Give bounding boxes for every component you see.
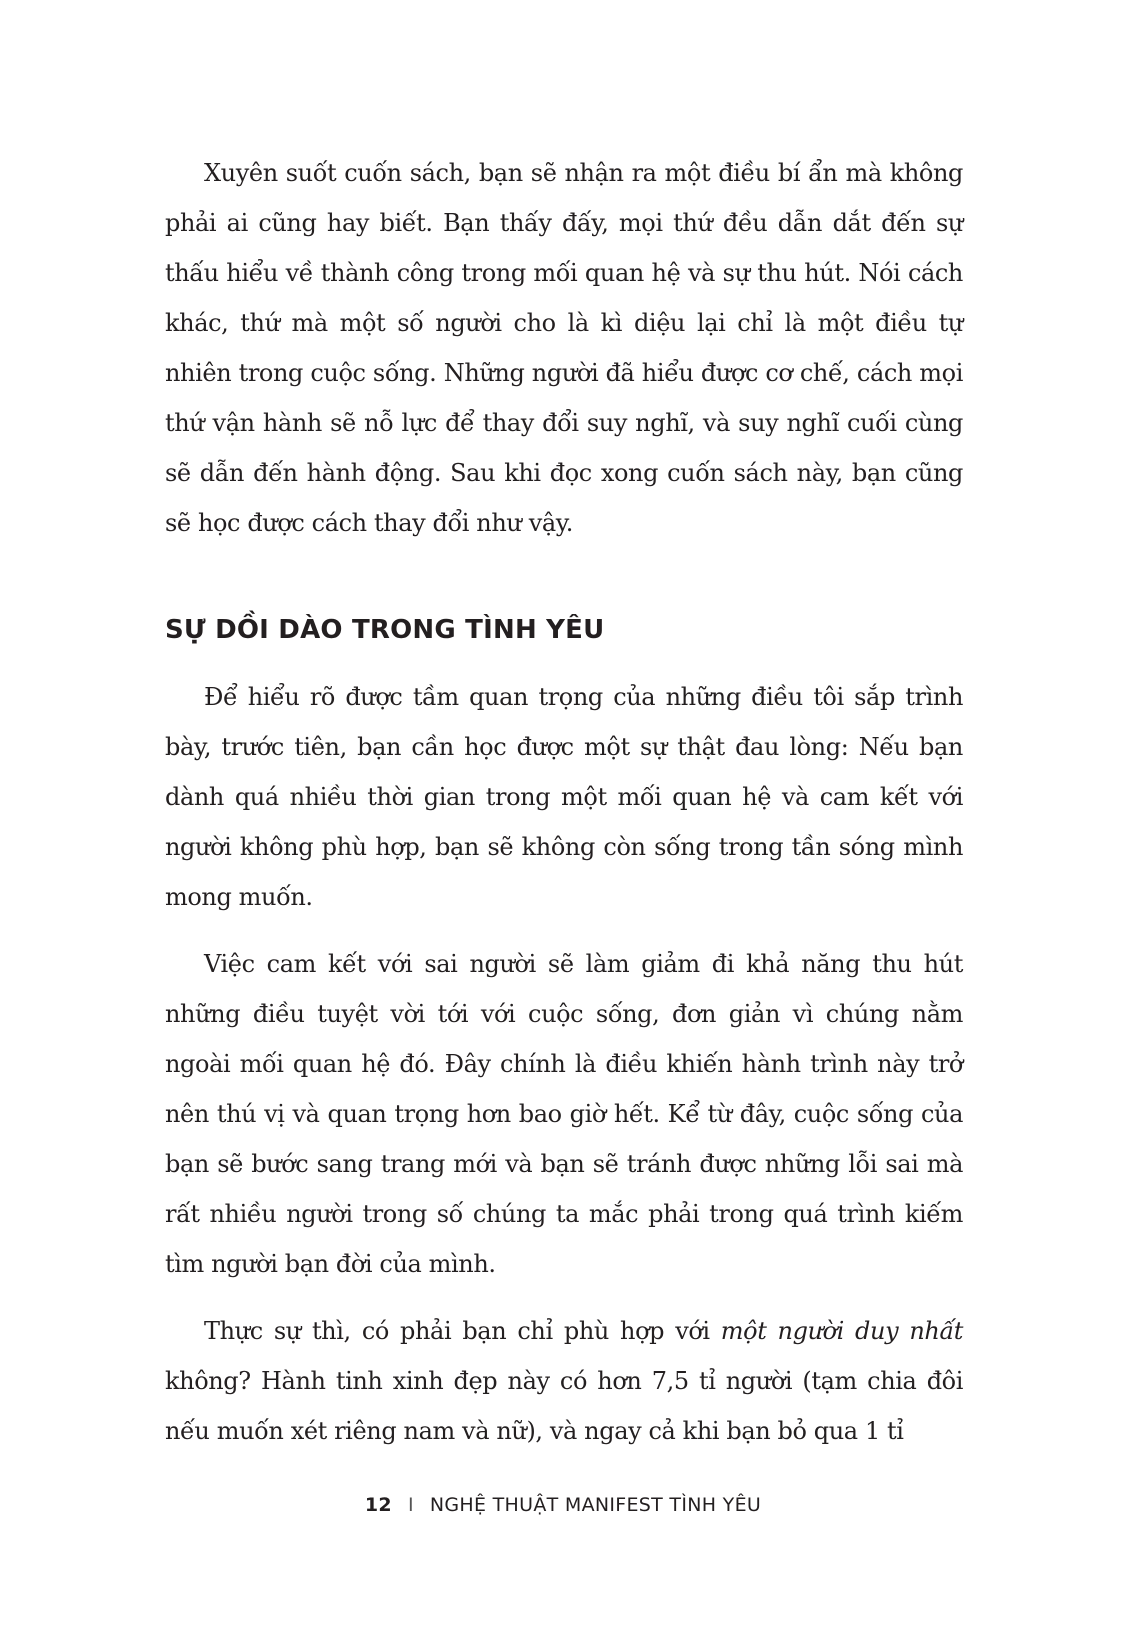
paragraph-3	[165, 1306, 963, 1456]
page-footer	[0, 1492, 1126, 1518]
book-title: NGHỆ THUẬT MANIFEST TÌNH YÊU	[429, 1494, 762, 1516]
paragraph-intro: Xuyên suốt cuốn sách, bạn sẽ nhận ra một điều bí ẩn mà không phải ai cũng hay biết. Bạn thấy đấy, mọi thứ đều dẫn dắt đến sự thấu hiểu về thành công trong mối quan hệ và sự thu hút. Nói cách khác, thứ mà một số người cho là kì diệu lại chỉ là một điều tự nhiên trong cuộc sống. Những người đã hiểu được cơ chế, cách mọi thứ vận hành sẽ nỗ lực để thay đổi suy nghĩ, và suy nghĩ cuối cùng sẽ dẫn đến hành động. Sau khi đọc xong cuốn sách này, bạn cũng sẽ học được cách thay đổi như vậy.	[165, 159, 963, 537]
footer-separator: I	[407, 1494, 414, 1516]
paragraph-3-text-after: không? Hành tinh xinh đẹp này có hơn 7,5 tỉ người (tạm chia đôi nếu muốn xét riêng nam và nữ), và ngay cả khi bạn bỏ qua 1 tỉ	[165, 1367, 963, 1445]
paragraph-2: Việc cam kết với sai người sẽ làm giảm đi khả năng thu hút những điều tuyệt vời tới với cuộc sống, đơn giản vì chúng nằm ngoài mối quan hệ đó. Đây chính là điều khiến hành trình này trở nên thú vị và quan trọng hơn bao giờ hết. Kể từ đây, cuộc sống của bạn sẽ bước sang trang mới và bạn sẽ tránh được những lỗi sai mà rất nhiều người trong số chúng ta mắc phải trong quá trình kiếm tìm người bạn đời của mình.	[165, 950, 963, 1278]
paragraph-3-emphasis: một người duy nhất	[720, 1317, 963, 1345]
section-heading: SỰ DỒI DÀO TRONG TÌNH YÊU	[165, 615, 605, 645]
paragraph-1: Để hiểu rõ được tầm quan trọng của những điều tôi sắp trình bày, trước tiên, bạn cần học được một sự thật đau lòng: Nếu bạn dành quá nhiều thời gian trong một mối quan hệ và cam kết với người không phù hợp, bạn sẽ không còn sống trong tần sóng mình mong muốn.	[165, 683, 963, 911]
page-body	[165, 148, 963, 1456]
paragraph-3-text-before: Thực sự thì, có phải bạn chỉ phù hợp với	[204, 1317, 721, 1345]
page-number: 12	[364, 1494, 392, 1516]
